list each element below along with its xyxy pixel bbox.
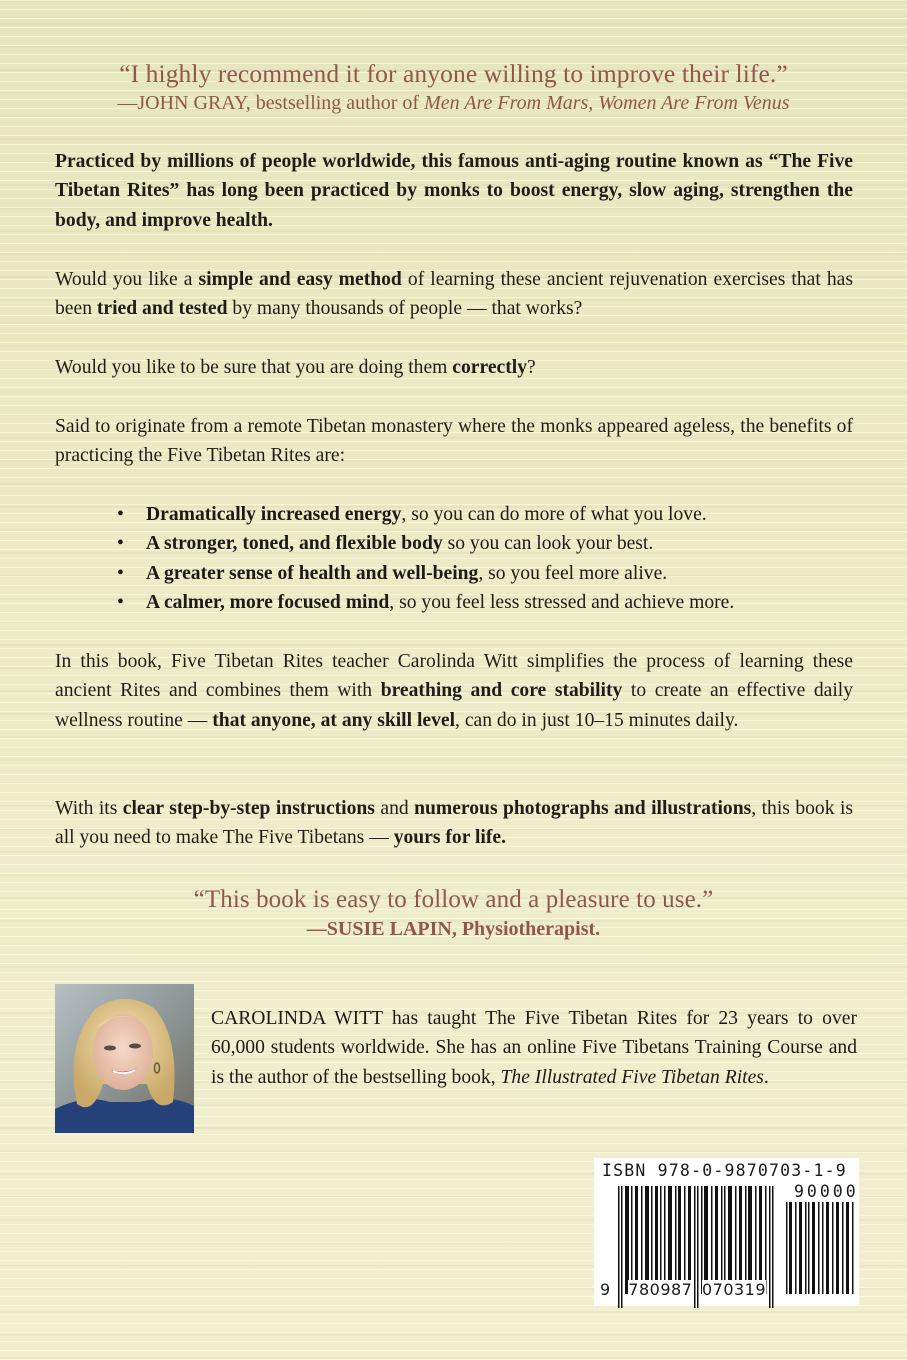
isbn-barcode xyxy=(594,1158,859,1306)
text-run: of learning these ancient rejuvenation exercises that has been xyxy=(55,269,853,320)
emphasis-text: numerous photographs and illustrations xyxy=(414,798,752,819)
benefit-detail: , so you feel more alive. xyxy=(478,562,668,584)
text-run: to create an effective daily wellness routine — xyxy=(55,680,854,731)
benefit-item xyxy=(117,500,837,529)
question-2-text xyxy=(55,353,853,382)
emphasis-text: clear step-by-step instructions xyxy=(122,798,375,819)
price-code: 90000 xyxy=(794,1182,859,1201)
text-run: In this book, Five Tibetan Rites teacher Carolinda Witt simplifies the process of learning these ancient Rites and combines them with xyxy=(55,651,853,702)
bullet-icon: • xyxy=(117,562,124,584)
book-summary-text xyxy=(55,647,853,735)
benefit-item xyxy=(117,559,837,588)
benefit-heading: Dramatically increased energy xyxy=(146,504,402,525)
text-run: , this book is all you need to make The Five Tibetans — xyxy=(55,798,854,849)
quote-text: “I highly recommend it for anyone willing to improve their life.” xyxy=(119,59,788,88)
addon-barcode-bars xyxy=(786,1202,856,1294)
emphasis-text: that anyone, at any skill level xyxy=(212,709,456,731)
emphasis-text: tried and tested xyxy=(96,298,228,320)
author-portrait-illustration xyxy=(55,984,194,1133)
bullet-icon: • xyxy=(117,591,124,613)
question-paragraph-1 xyxy=(55,265,853,324)
emphasis-text: yours for life. xyxy=(393,827,506,849)
origin-text: Said to originate from a remote Tibetan monastery where the monks appeared ageless, the benefits of practicing the Five Tibetan Rites are: xyxy=(55,416,853,467)
text-run: . xyxy=(763,1066,769,1088)
bullet-icon: • xyxy=(117,504,124,525)
attribution-book-title: Men Are From Mars, Women Are From Venus xyxy=(424,92,790,114)
question-1-text xyxy=(55,265,853,324)
benefit-item xyxy=(117,529,837,558)
quote-text: “This book is easy to follow and a pleasure to use.” xyxy=(193,886,714,913)
intro-text: Practiced by millions of people worldwide, this famous anti-aging routine known as “The Five Tibetan Rites” has long been practiced by monks to boost energy, slow aging, strengthen the body, and improve health. xyxy=(55,151,853,231)
emphasis-text: breathing and core stability xyxy=(380,680,623,702)
emphasis-text: simple and easy method xyxy=(198,269,402,290)
book-summary-paragraph xyxy=(55,647,853,735)
benefit-item xyxy=(117,588,837,617)
isbn-label: ISBN 978-0-9870703-1-9 xyxy=(602,1161,847,1180)
quote-attribution xyxy=(0,90,907,116)
ean-group-1: 780987 xyxy=(628,1280,693,1299)
ean-digits xyxy=(600,1280,766,1299)
text-run: With its xyxy=(55,798,123,819)
emphasis-text: correctly xyxy=(452,357,527,378)
benefits-list xyxy=(117,500,837,617)
ean-group-2: 070319 xyxy=(701,1280,767,1299)
bullet-icon: • xyxy=(117,533,124,555)
text-run: ? xyxy=(527,357,536,378)
text-run: , can do in just 10–15 minutes daily. xyxy=(455,709,739,731)
author-photo xyxy=(55,984,194,1133)
text-run: Would you like to be sure that you are doing them xyxy=(55,357,453,378)
closing-text xyxy=(55,794,853,853)
benefit-detail: , so you can do more of what you love. xyxy=(401,504,707,525)
benefit-heading: A greater sense of health and well-being xyxy=(146,562,479,584)
text-run: by many thousands of people — that works? xyxy=(227,298,583,320)
endorsement-quote-susie-lapin xyxy=(0,884,907,942)
text-run: Would you like a xyxy=(55,269,199,290)
text-run: and xyxy=(374,798,415,819)
benefit-heading: A stronger, toned, and flexible body xyxy=(146,533,443,555)
bio-book-title: The Illustrated Five Tibetan Rites xyxy=(500,1066,764,1088)
benefit-heading: A calmer, more focused mind xyxy=(146,591,390,613)
closing-paragraph xyxy=(55,794,853,853)
origin-paragraph xyxy=(55,412,853,471)
question-paragraph-2 xyxy=(55,353,853,382)
benefit-detail: so you can look your best. xyxy=(442,533,654,555)
intro-paragraph xyxy=(55,147,853,235)
quote-attribution: —SUSIE LAPIN, Physiotherapist. xyxy=(306,918,601,940)
benefit-detail: , so you feel less stressed and achieve more. xyxy=(389,591,735,613)
ean-first-digit: 9 xyxy=(600,1280,611,1299)
bio-text: CAROLINDA WITT has taught The Five Tibetan Rites for 23 years to over 60,000 students worldwide. She has an online Five Tibetans Training Course and is the author of the bestselling book, xyxy=(211,1008,857,1088)
endorsement-quote-john-gray xyxy=(0,58,907,116)
author-bio xyxy=(211,1004,857,1092)
attribution-name: —JOHN GRAY, bestselling author of xyxy=(117,92,425,114)
